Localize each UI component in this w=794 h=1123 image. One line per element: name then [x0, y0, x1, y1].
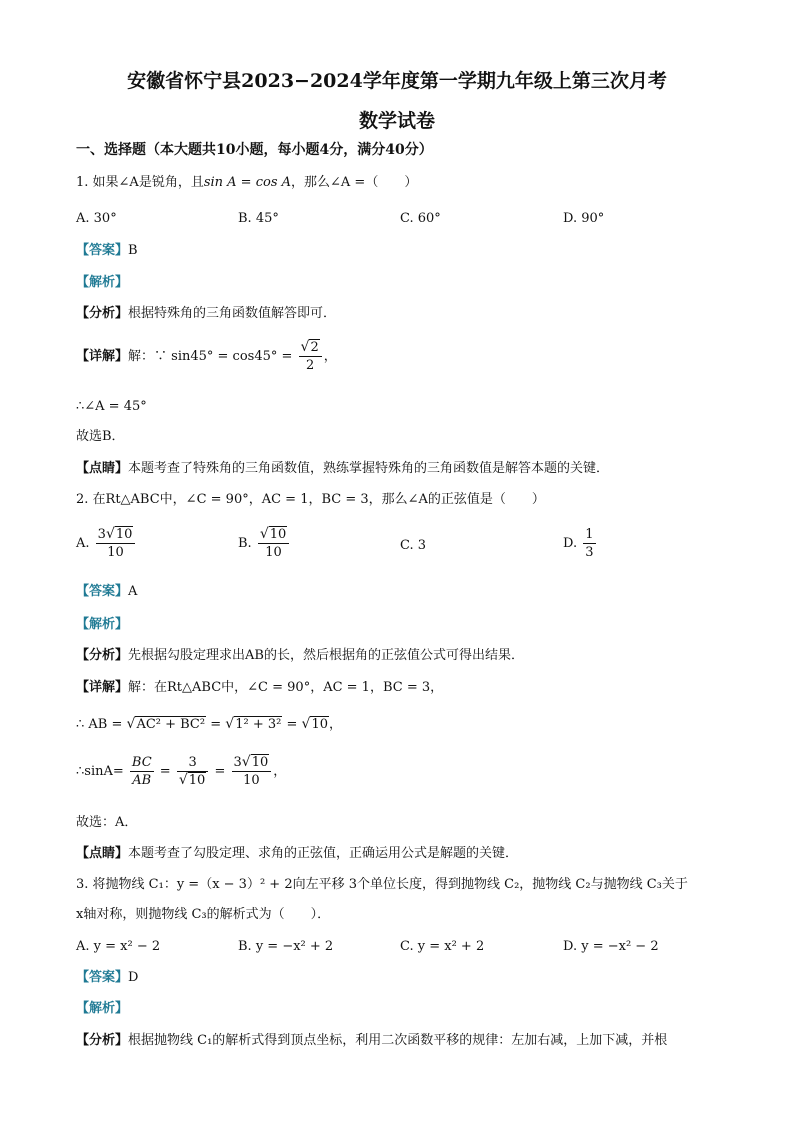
q1-dianjing-text: 本题考查了特殊角的三角函数值，熟练掌握特殊角的三角函数值是解答本题的关键．	[128, 461, 610, 476]
q1-xiangjie-tag: 【详解】	[76, 349, 129, 364]
q1-stem-text-a: 1. 如果∠A是锐角，且	[76, 175, 204, 190]
q2-sin-pre: ∴sinA=	[76, 764, 124, 779]
q2-sin-f3-den: 10	[243, 773, 260, 788]
q1-answer	[76, 242, 138, 260]
q3-stem-line2: x轴对称，则抛物线 C₃的解析式为（ ）．	[76, 907, 331, 922]
q1-dianjing-tag: 【点睛】	[76, 461, 129, 476]
q3-answer-value: D	[128, 970, 139, 985]
q2-option-a-label: A.	[76, 536, 90, 551]
q1-option-d: D. 90°	[563, 211, 605, 226]
q2-answer	[76, 583, 137, 601]
q2-option-b-frac: $\frac{√10}{10}$	[258, 526, 289, 561]
document-subtitle: 数学试卷	[358, 110, 435, 132]
q3-fenxi-tag: 【分析】	[76, 1033, 129, 1048]
q1-frac-num: 2	[310, 340, 319, 355]
q2-option-b-den: 10	[265, 545, 282, 560]
q3-answer	[76, 969, 138, 987]
q2-sin-frac3: $\frac{3√10}{10}$	[232, 754, 272, 789]
q2-ab-rad3: 10	[311, 717, 328, 732]
q2-answer-value: A	[128, 584, 138, 599]
q2-option-a-rad: 10	[115, 527, 133, 542]
q1-fenxi-text: 根据特殊角的三角函数值解答即可．	[128, 306, 337, 321]
q2-option-c: C. 3	[400, 538, 427, 553]
q2-stem: 2. 在Rt△ABC中，∠C = 90°，AC = 1，BC = 3，那么∠A的正弦值是（ ）	[76, 492, 545, 507]
q2-sin-f3-coef: 3	[233, 755, 242, 770]
q2-sin-eq: =	[159, 764, 171, 779]
q3-analysis-tag: 【解析】	[76, 1001, 129, 1016]
q1-stem-text-b: ，那么∠A =（ ）	[291, 175, 418, 190]
q2-ab-eq2: =	[286, 717, 298, 732]
q2-option-d	[563, 526, 598, 561]
q1-xiangjie-post: ，	[323, 349, 337, 364]
q1-choose: 故选B．	[76, 429, 125, 444]
q2-ab-pre: ∴ AB =	[76, 717, 123, 732]
q2-xiangjie	[76, 679, 443, 697]
q2-ab-post: ，	[328, 717, 342, 732]
q2-sin-frac2: $\frac{3}{√10}$	[177, 754, 208, 789]
q2-answer-tag: 【答案】	[76, 584, 129, 599]
q2-choose: 故选：A．	[76, 815, 138, 830]
q2-sin-equation	[76, 752, 286, 792]
q2-dianjing	[76, 845, 518, 863]
q3-option-b: B. y = −x² + 2	[238, 939, 334, 954]
q3-answer-tag: 【答案】	[76, 970, 129, 985]
q1-answer-tag: 【答案】	[76, 243, 129, 258]
q2-fenxi	[76, 647, 524, 665]
q1-fenxi	[76, 305, 336, 323]
q1-dianjing	[76, 460, 609, 478]
q1-xiangjie	[76, 338, 337, 376]
q1-xiangjie-text: 解：∵ sin45° = cos45° =	[128, 349, 293, 364]
q2-option-a-coef: 3	[97, 527, 106, 542]
q2-option-d-label: D.	[563, 536, 578, 551]
q2-option-d-den: 3	[585, 545, 594, 560]
q3-fenxi-text: 根据抛物线 C₁的解析式得到顶点坐标，利用二次函数平移的规律：左加右减，上加下减，并根	[128, 1033, 668, 1048]
q2-sin-f1-num: BC	[131, 755, 152, 770]
section-heading: 一、选择题（本大题共10小题，每小题4分，满分40分）	[76, 142, 433, 158]
q2-ab-eq: =	[210, 717, 222, 732]
q1-therefore: ∴∠A = 45°	[76, 399, 147, 414]
q2-option-b-rad: 10	[269, 527, 287, 542]
q2-dianjing-text: 本题考查了勾股定理、求角的正弦值，正确运用公式是解题的关键．	[128, 846, 519, 861]
q2-xiangjie-text: 解：在Rt△ABC中，∠C = 90°，AC = 1，BC = 3，	[128, 680, 444, 695]
q2-option-d-num: 1	[585, 527, 594, 542]
q2-sin-post: ，	[273, 764, 287, 779]
q1-option-b: B. 45°	[238, 211, 279, 226]
q2-sin-eq2: =	[214, 764, 226, 779]
q2-ab-rad2: 1² + 3²	[235, 717, 282, 732]
q2-sin-frac1	[130, 754, 154, 789]
q2-option-a-den: 10	[107, 545, 124, 560]
q2-option-b	[238, 526, 291, 561]
q2-option-b-label: B.	[238, 536, 252, 551]
q1-frac-den: 2	[306, 358, 315, 373]
q1-stem	[76, 174, 417, 192]
q2-option-d-frac	[583, 526, 595, 561]
q2-fenxi-text: 先根据勾股定理求出AB的长，然后根据角的正弦值公式可得出结果．	[128, 648, 524, 663]
q3-option-d: D. y = −x² − 2	[563, 939, 659, 954]
q2-sin-f1-den: AB	[132, 773, 152, 788]
q2-ab-rad1: AC² + BC²	[136, 717, 206, 732]
q2-option-a-frac: $\frac{3√10}{10}$	[96, 526, 136, 561]
q3-option-a: A. y = x² − 2	[76, 939, 161, 954]
q2-sin-f2-den: 10	[188, 773, 206, 788]
q1-sqrt2-over-2: $\frac{√2}{2}$	[299, 339, 322, 374]
q3-option-c: C. y = x² + 2	[400, 939, 485, 954]
q1-analysis-tag: 【解析】	[76, 275, 129, 290]
q1-fenxi-tag: 【分析】	[76, 306, 129, 321]
q1-answer-value: B	[128, 243, 138, 258]
q1-option-c: C. 60°	[400, 211, 441, 226]
q2-option-a	[76, 526, 137, 561]
q2-fenxi-tag: 【分析】	[76, 648, 129, 663]
q2-sin-f2-num: 3	[177, 754, 208, 772]
document-title: 安徽省怀宁县2023−2024学年度第一学期九年级上第三次月考	[127, 70, 667, 92]
q2-sin-f3-rad: 10	[251, 755, 269, 770]
q2-analysis-tag: 【解析】	[76, 617, 129, 632]
q2-dianjing-tag: 【点睛】	[76, 846, 129, 861]
q2-ab-equation: ∴ AB = √AC² + BC² = √1² + 3² = √10，	[76, 716, 342, 732]
q3-stem-line1: 3. 将抛物线 C₁：y =（x − 3）² + 2向左平移 3个单位长度，得到抛物线 C₂，抛物线 C₂与抛物线 C₃关于	[76, 877, 688, 892]
q1-option-a: A. 30°	[76, 211, 117, 226]
q2-xiangjie-tag: 【详解】	[76, 680, 129, 695]
q1-stem-math: sin A = cos A	[203, 175, 292, 190]
q3-fenxi	[76, 1032, 667, 1050]
